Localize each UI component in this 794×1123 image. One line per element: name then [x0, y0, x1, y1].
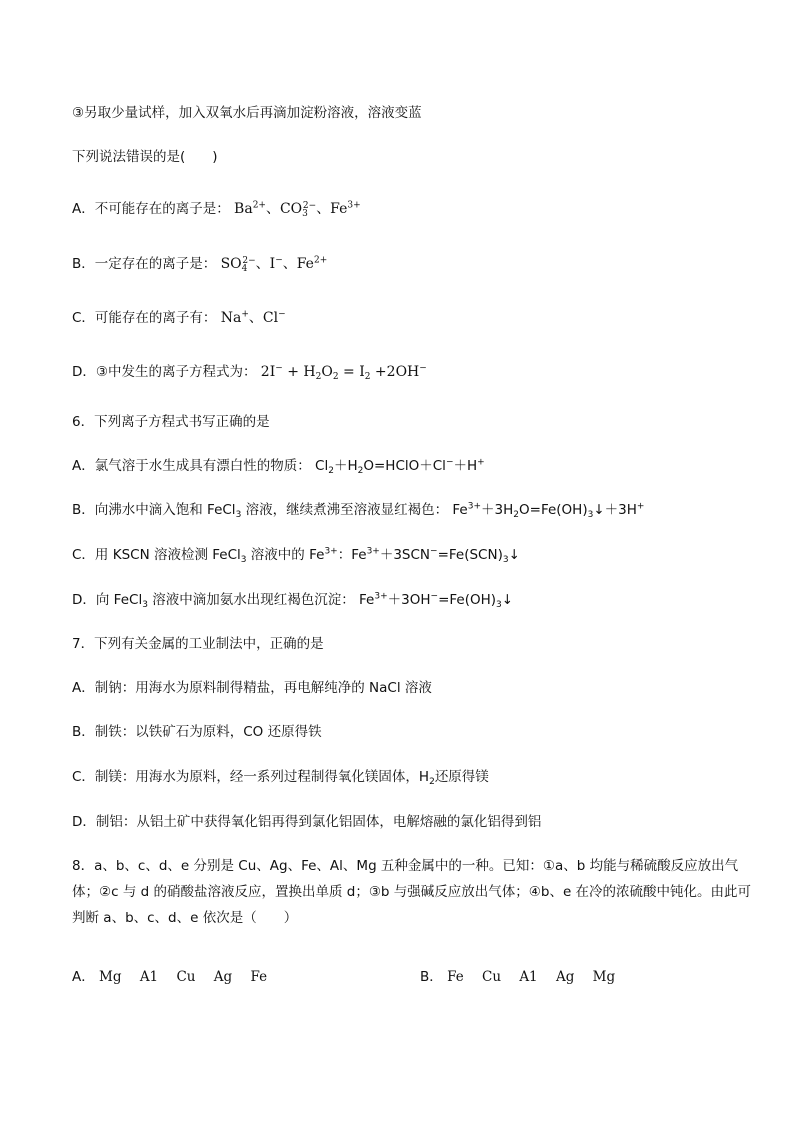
q8-option-b [420, 967, 615, 987]
q7-stem: 7．下列有关金属的工业制法中，正确的是 [72, 636, 324, 652]
q8-option-a-item: Cu [176, 969, 196, 985]
q8-option-b-item: Ag [555, 969, 575, 985]
q7-option-b: B．制铁：以铁矿石为原料，CO 还原得铁 [72, 724, 322, 740]
q7-option-c-text2: 还原得镁 [434, 769, 489, 785]
q7-option-a: A．制钠：用海水为原料制得精盐，再电解纯净的 NaCl 溶液 [72, 680, 432, 696]
q8-option-a-item: A1 [139, 969, 159, 985]
q6-option-d: D．向 FeCl$_3$ 溶液中滴加氨水出现红褐色沉淀： $Fe^{3+}+3OH^-=Fe(OH)_3↓$ [72, 591, 514, 611]
q6-option-c-text2: 溶液中的 [246, 547, 310, 563]
q6-option-c: C．用 KSCN 溶液检测 FeCl$_3$ 溶液中的 $Fe^{3+}$：$Fe^{3+}+3SCN^-=Fe(SCN)_3↓$ [72, 546, 520, 566]
q8-stem: 8．a、b、c、d、e 分别是 Cu、Ag、Fe、Al、Mg 五种金属中的一种。已知：①a、b 均能与稀硫酸反应放出气体；②c 与 d 的硝酸盐溶液反应，置换出单质 d；③b 与强碱反应放出气体；④b、e 在冷的浓硫酸中钝化。由此可判断 a、b、c、d、e 依次是（ ） [72, 858, 752, 926]
q7-option-c: C．制镁：用海水为原料，经一系列过程制得氧化镁固体，$H_2$还原得镁 [72, 769, 489, 788]
q6-option-b-text: B．向沸水中滴入饱和 FeCl [72, 502, 236, 518]
q8-options [72, 967, 762, 987]
q6-option-b-formula: $Fe^{3+}+3H_2O=Fe(OH)_3↓+3H^+$ [452, 501, 645, 521]
q5-option-a-text: A．不可能存在的离子是： [72, 201, 230, 217]
q7-option-c-text: C．制镁：用海水为原料，经一系列过程制得氧化镁固体，H [72, 769, 430, 785]
q5-option-c-text: C．可能存在的离子有： [72, 310, 217, 326]
q6-option-b: B．向沸水中滴入饱和 FeCl$_3$ 溶液，继续煮沸至溶液显红褐色： $Fe^{3+}+3H_2O=Fe(OH)_3↓+3H^+$ [72, 501, 645, 521]
q5-option-d-formula: $2I^- + H_2O_2 = I_2 +2OH^-$ [260, 363, 427, 383]
q6-option-a-text: A．氯气溶于水生成具有漂白性的物质： [72, 458, 311, 474]
q5-option-b [72, 254, 762, 274]
q6-option-a [72, 456, 762, 476]
q6-option-b-text2: 溶液，继续煮沸至溶液显红褐色： [241, 502, 449, 518]
q5-option-c [72, 308, 762, 328]
q5-option-d-text: D．③中发生的离子方程式为： [72, 364, 257, 380]
q8-option-a-item: Mg [99, 969, 122, 985]
q6-option-d-text: D．向 FeCl [72, 592, 143, 608]
q5-option-b-text: B．一定存在的离子是： [72, 256, 217, 272]
q8-option-b-item: Mg [592, 969, 616, 985]
q5-option-c-formula: Na+、Cl− [220, 309, 286, 326]
q6-option-d-formula: $Fe^{3+}+3OH^-=Fe(OH)_3↓$ [359, 591, 514, 611]
q6-option-d-text2: 溶液中滴加氨水出现红褐色沉淀： [147, 592, 355, 608]
q8-option-b-item: A1 [519, 969, 538, 985]
q6-stem: 6．下列离子方程式书写正确的是 [72, 414, 270, 430]
q8-option-a-item: Fe [250, 969, 268, 985]
q8-option-b-item: Cu [481, 969, 502, 985]
q8-option-b-item: Fe [447, 969, 464, 985]
q5-stem: 下列说法错误的是( ) [72, 149, 218, 165]
q8-option-b-label: B． [420, 969, 443, 985]
q6-option-c-text: C．用 KSCN 溶液检测 FeCl [72, 547, 241, 563]
q6-option-a-formula: $Cl_2+H_2O=HClO+Cl^-+H^+$ [315, 457, 485, 477]
q5-option-b-formula: $SO_4^{2-}$、I−、$Fe^{2+}$ [220, 255, 328, 275]
q6-option-c-formula: $Fe^{3+}$：$Fe^{3+}+3SCN^-=Fe(SCN)_3↓$ [309, 546, 520, 566]
q5-option-d [72, 362, 762, 382]
q7-option-d: D．制铝：从铝土矿中获得氧化铝再得到氯化铝固体，电解熔融的氯化铝得到铝 [72, 814, 542, 830]
q8-option-a-item: Ag [213, 969, 233, 985]
q8-option-a-label: A． [72, 969, 95, 985]
q5-option-a-formula: $Ba^{2+}$、$CO_3^{2-}$、$Fe^{3+}$ [234, 200, 361, 220]
q8-option-a [72, 969, 267, 985]
q5-option-a [72, 199, 762, 219]
step-3-text: ③另取少量试样，加入双氧水后再滴加淀粉溶液，溶液变蓝 [72, 105, 422, 121]
